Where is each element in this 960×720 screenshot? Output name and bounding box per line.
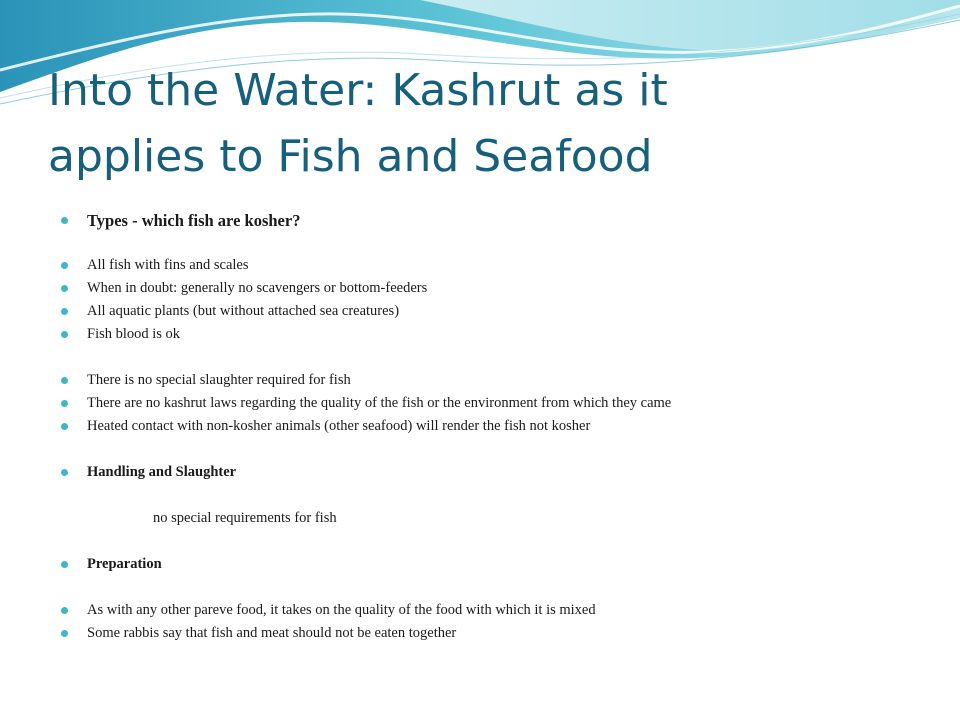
list-item: All fish with fins and scales (60, 254, 940, 277)
bullet-dot-icon (61, 377, 68, 384)
bullet-dot-icon (61, 469, 68, 476)
bullet-dot-icon (61, 423, 68, 430)
handling-heading: Handling and Slaughter (60, 461, 940, 484)
list-item: Fish blood is ok (60, 323, 940, 346)
bullet-dot-icon (61, 308, 68, 315)
list-item: When in doubt: generally no scavengers or bottom-feeders (60, 277, 940, 300)
list-item: There is no special slaughter required for fish (60, 369, 940, 392)
bullet-dot-icon (61, 400, 68, 407)
bullet-dot-icon (61, 262, 68, 269)
spacer (60, 234, 940, 254)
bullet-dot-icon (61, 217, 68, 224)
spacer (60, 484, 940, 507)
list-item: Heated contact with non-kosher animals (other seafood) will render the fish not kosher (60, 415, 940, 438)
slide-body (60, 208, 940, 645)
preparation-heading: Preparation (60, 553, 940, 576)
bullet-dot-icon (61, 285, 68, 292)
slide-title-line-1: Into the Water: Kashrut as it (48, 65, 668, 116)
spacer (60, 346, 940, 369)
slide-title-line-2: applies to Fish and Seafood (48, 131, 653, 182)
list-item: There are no kashrut laws regarding the quality of the fish or the environment from which they came (60, 392, 940, 415)
spacer (60, 530, 940, 553)
spacer (60, 438, 940, 461)
types-heading: Types - which fish are kosher? (60, 208, 940, 234)
bullet-dot-icon (61, 331, 68, 338)
slide-title (48, 58, 928, 190)
spacer (60, 576, 940, 599)
bullet-list (60, 208, 940, 645)
bullet-dot-icon (61, 561, 68, 568)
list-item: As with any other pareve food, it takes on the quality of the food with which it is mixed (60, 599, 940, 622)
list-item: Some rabbis say that fish and meat should not be eaten together (60, 622, 940, 645)
handling-note: no special requirements for fish (153, 510, 337, 526)
bullet-dot-icon (61, 630, 68, 637)
bullet-dot-icon (61, 607, 68, 614)
list-item: All aquatic plants (but without attached sea creatures) (60, 300, 940, 323)
